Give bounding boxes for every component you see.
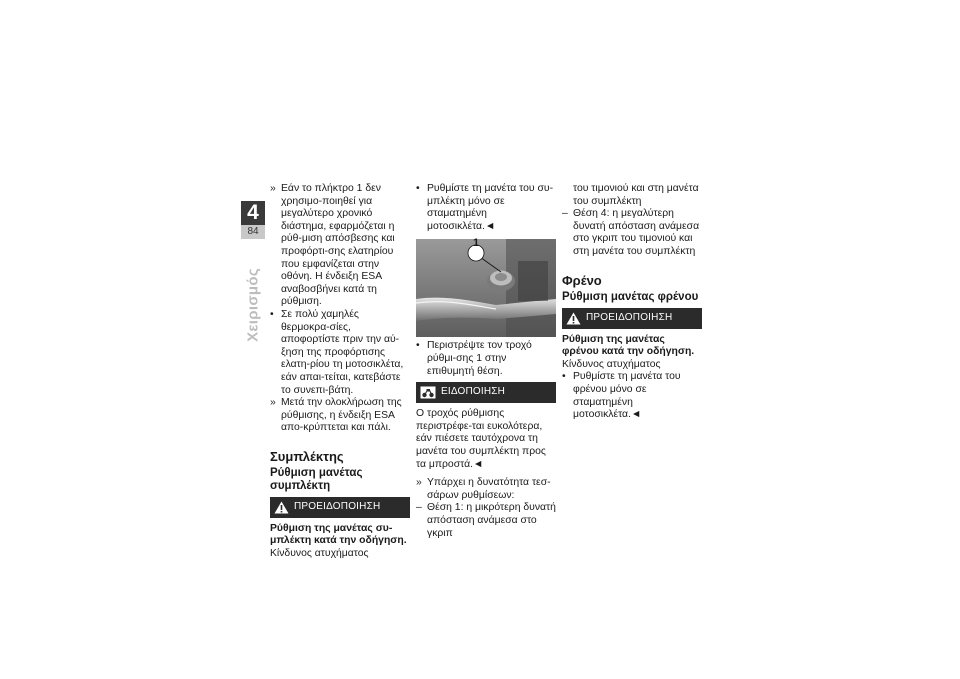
list-item <box>270 397 410 435</box>
list-item <box>416 477 556 502</box>
column-2 <box>416 183 556 540</box>
notice-motorcycle-icon <box>420 386 436 399</box>
list-item-text: Θέση 4: η μεγαλύτερη δυνατή απόσταση ανάμεσα στο γκριπ του τιμονιού και στη μανέτα του συμπλέκτη <box>573 208 700 257</box>
photo-callout-number: 1 <box>472 237 480 249</box>
list-marker: • <box>562 371 566 383</box>
warning-heading: Ρύθμιση της μανέτας φρένου κατά την οδήγηση. <box>562 333 695 358</box>
chapter-number: 4 <box>241 201 265 225</box>
list-item <box>416 502 556 540</box>
chapter-side-title-text: Χειρισμός <box>244 268 262 342</box>
list-marker: » <box>270 397 276 409</box>
section-title-brake: Φρένο <box>562 272 602 288</box>
list-item-text: Υπάρχει η δυνατότητα τεσ-σάρων ρυθμίσεων: <box>427 477 551 501</box>
list-marker: » <box>270 183 276 194</box>
list-item-text: Μετά την ολοκλήρωση της ρύθμισης, η ένδειξη ESA απο-κρύπτεται και πάλι. <box>281 397 402 434</box>
warning-heading: Ρύθμιση της μανέτας συ-μπλέκτη κατά την οδήγηση. <box>270 522 407 547</box>
warning-text: Κίνδυνος ατυχήματος <box>562 358 661 370</box>
list-marker: • <box>416 340 420 352</box>
list-item <box>562 208 702 258</box>
list-item <box>270 309 410 397</box>
notice-banner <box>416 382 556 403</box>
list-item <box>416 183 556 233</box>
list-item <box>416 340 556 378</box>
notice-label: ΕΙΔΟΠΟΙΗΣΗ <box>441 386 506 398</box>
page-number: 84 <box>241 225 265 239</box>
list-item-text: Ρυθμίστε τη μανέτα του συ-μπλέκτη μόνο σε σταματημένη μοτοσικλέτα.◄ <box>427 183 554 232</box>
list-marker: » <box>416 477 422 489</box>
warning-label: ΠΡΟΕΙΔΟΠΟΙΗΣΗ <box>586 311 673 323</box>
list-marker: – <box>562 208 568 220</box>
warning-banner <box>562 308 702 329</box>
warning-banner <box>270 497 410 518</box>
warning-text: Κίνδυνος ατυχήματος <box>270 548 369 560</box>
chapter-tab <box>241 201 265 239</box>
list-marker: • <box>270 308 274 320</box>
list-marker: – <box>416 502 422 514</box>
list-item <box>270 183 410 309</box>
clutch-lever-photo <box>416 239 556 337</box>
column-1 <box>270 183 410 561</box>
subsection-title-clutch-lever: Ρύθμιση μανέτας συμπλέκτη <box>270 466 363 492</box>
notice-text: Ο τροχός ρύθμισης περιστρέφε-ται ευκολότερα, εάν πιέσετε ταυτόχρονα τη μανέτα του συμπλέκτη προς τα μπροστά.◄ <box>416 408 546 470</box>
subsection-title-brake-lever: Ρύθμιση μανέτας φρένου <box>562 290 699 303</box>
list-marker: • <box>416 183 420 194</box>
list-item-text: Θέση 1: η μικρότερη δυνατή απόσταση ανάμεσα στο γκριπ <box>427 502 556 539</box>
list-item-text: Ρυθμίστε τη μανέτα του φρένου μόνο σε σταματημένη μοτοσικλέτα.◄ <box>573 371 681 421</box>
warning-triangle-icon <box>566 312 581 325</box>
list-item-text: Σε πολύ χαμηλές θερμοκρα-σίες, αποφορτίστε πριν την αύ-ξηση της προφόρτισης ελατη-ρίου τη μοτοσικλέτα, εάν απαι-τείται, κατεβάστε το συνεπι-βάτη. <box>281 308 404 396</box>
section-title-clutch: Συμπλέκτης <box>270 448 344 464</box>
column-3 <box>562 183 702 422</box>
continued-text: του τιμονιού και στη μανέτα του συμπλέκτη <box>573 183 699 207</box>
list-item-text: Εάν το πλήκτρο 1 δεν χρησιμο-ποιηθεί για μεγαλύτερο χρονικό διάστημα, εφαρμόζεται η ρύθ-μιση απόσβεσης και προφόρτι-σης ελατηρίου που εμφανίζεται στην οθόνη. Η ένδειξη ESA αναβοσβήνει κατά τη ρύθμιση. <box>281 183 395 308</box>
list-item-text: Περιστρέψτε τον τροχό ρύθμι-σης 1 στην επιθυμητή θέση. <box>427 340 532 377</box>
warning-triangle-icon <box>274 501 289 514</box>
warning-label: ΠΡΟΕΙΔΟΠΟΙΗΣΗ <box>294 501 381 513</box>
list-item <box>562 371 702 421</box>
